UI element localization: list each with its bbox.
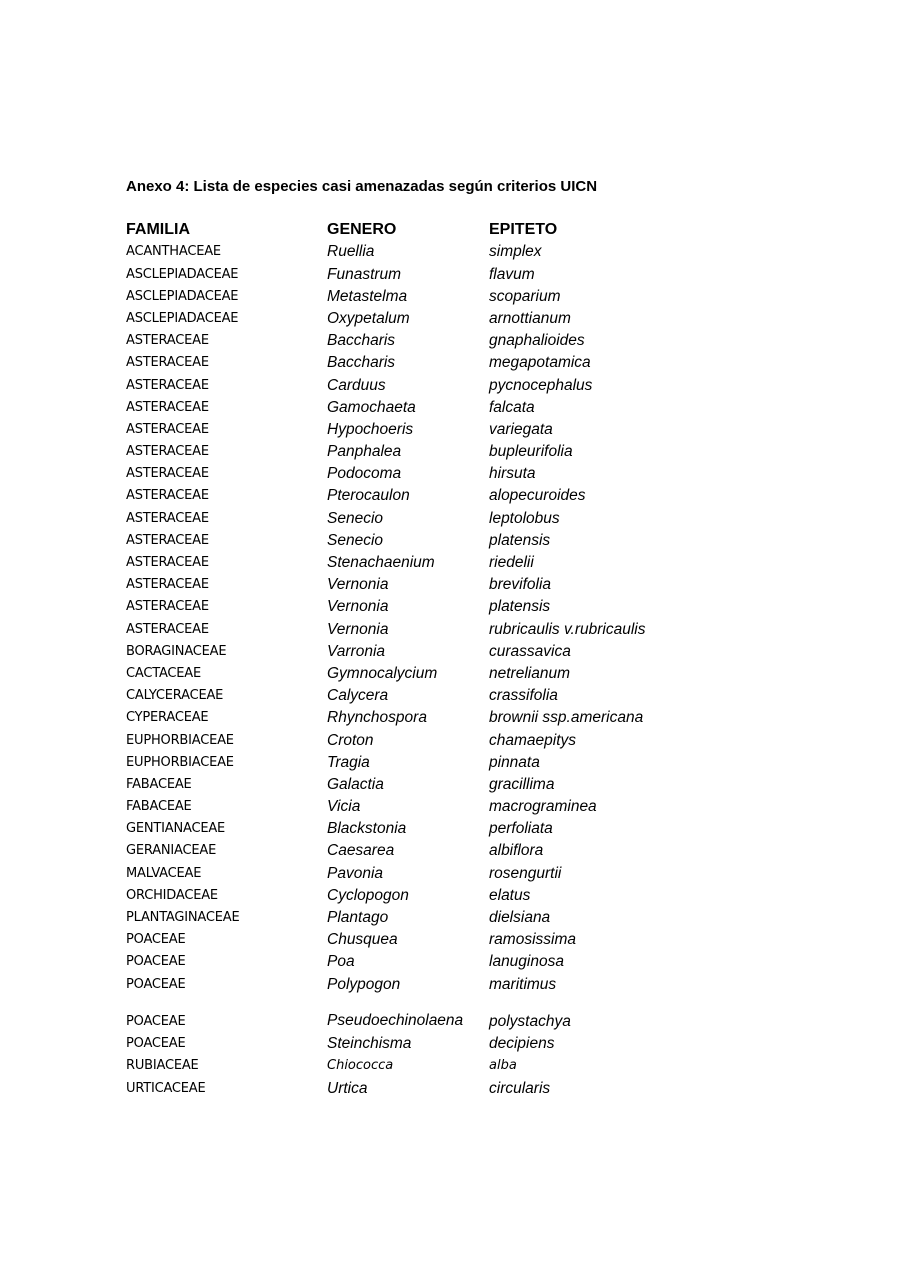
cell-genero: Ruellia [327, 243, 375, 261]
table-row [126, 616, 726, 638]
cell-epiteto: alba [489, 1058, 517, 1074]
table-row [126, 372, 726, 394]
table-row [126, 949, 726, 971]
header-familia: FAMILIA [126, 221, 190, 239]
cell-genero: Senecio [327, 531, 384, 549]
cell-genero: Senecio [327, 509, 384, 527]
cell-genero: Baccharis [327, 354, 396, 372]
cell-epiteto: gracillima [489, 775, 555, 793]
cell-epiteto: lanuginosa [489, 953, 564, 971]
cell-familia: EUPHORBIACEAE [126, 754, 234, 770]
cell-genero: Panphalea [327, 443, 402, 461]
table-row [126, 683, 726, 705]
cell-familia: ACANTHACEAE [126, 244, 221, 260]
cell-familia: ASCLEPIADACEAE [126, 288, 239, 304]
cell-familia: ASTERACEAE [126, 555, 209, 570]
table-row [126, 816, 726, 838]
cell-familia: MALVACEAE [126, 865, 202, 881]
cell-epiteto: bupleurifolia [489, 443, 573, 461]
cell-genero: Hypochoeris [327, 420, 414, 438]
table-row [126, 350, 726, 372]
table-row [126, 328, 726, 350]
cell-familia: ASTERACEAE [126, 377, 209, 393]
cell-familia: FABACEAE [126, 776, 192, 792]
cell-epiteto: megapotamica [489, 354, 591, 372]
cell-epiteto: variegata [489, 420, 553, 438]
cell-genero: Carduus [327, 376, 386, 394]
cell-epiteto: falcata [489, 398, 535, 416]
cell-epiteto: arnottianum [489, 309, 571, 327]
cell-familia: ASTERACEAE [126, 421, 209, 437]
cell-epiteto: pinnata [489, 753, 540, 771]
cell-familia: BORAGINACEAE [126, 643, 227, 659]
cell-epiteto: chamaepitys [489, 731, 577, 749]
cell-epiteto: polystachya [489, 1013, 571, 1031]
table-row [126, 528, 726, 550]
cell-genero: Gamochaeta [327, 398, 416, 416]
cell-epiteto: hirsuta [489, 465, 536, 483]
cell-epiteto: riedelii [489, 554, 534, 571]
cell-familia: POACEAE [126, 932, 186, 948]
table-row [126, 750, 726, 772]
header-genero: GENERO [327, 221, 397, 239]
cell-epiteto: leptolobus [489, 509, 560, 527]
cell-familia: ASTERACEAE [126, 333, 209, 349]
cell-epiteto: rubricaulis v.rubricaulis [489, 620, 646, 638]
cell-familia: CYPERACEAE [126, 710, 209, 726]
cell-genero: Urtica [327, 1079, 368, 1097]
cell-familia: POACEAE [126, 1036, 186, 1052]
cell-genero: Gymnocalycium [327, 664, 438, 682]
table-row [126, 705, 726, 727]
cell-genero: Vicia [327, 798, 361, 816]
table-row [126, 550, 726, 572]
cell-familia: ASCLEPIADACEAE [126, 310, 239, 326]
cell-familia: ASTERACEAE [126, 466, 209, 482]
cell-genero: Chiococca [327, 1058, 394, 1074]
table-row [126, 994, 726, 1032]
cell-epiteto: decipiens [489, 1035, 555, 1053]
table-row [126, 306, 726, 328]
cell-genero: Pavonia [327, 864, 384, 882]
cell-genero: Galactia [327, 775, 384, 793]
cell-epiteto: platensis [489, 531, 551, 549]
table-row [126, 461, 726, 483]
cell-genero: Pseudoechinolaena [327, 1012, 464, 1030]
table-row [126, 483, 726, 505]
cell-genero: Oxypetalum [327, 309, 410, 327]
cell-familia: ASTERACEAE [126, 577, 209, 593]
cell-familia: ASTERACEAE [126, 510, 209, 526]
cell-genero: Steinchisma [327, 1035, 412, 1053]
table-row [126, 261, 726, 283]
cell-epiteto: simplex [489, 243, 542, 261]
cell-genero: Poa [327, 953, 355, 971]
cell-familia: URTICACEAE [126, 1080, 206, 1096]
cell-epiteto: brevifolia [489, 576, 552, 594]
table-row [126, 860, 726, 882]
cell-genero: Vernonia [327, 576, 389, 594]
table-row [126, 505, 726, 527]
cell-epiteto: perfoliata [489, 820, 553, 838]
table-row [126, 794, 726, 816]
cell-epiteto: pycnocephalus [489, 376, 593, 394]
cell-familia: PLANTAGINACEAE [126, 910, 240, 925]
table-row [126, 439, 726, 461]
cell-epiteto: rosengurtii [489, 864, 562, 882]
table-row [126, 417, 726, 439]
cell-epiteto: albiflora [489, 842, 544, 860]
table-row [126, 395, 726, 417]
cell-genero: Metastelma [327, 287, 408, 305]
cell-familia: ASTERACEAE [126, 399, 209, 415]
cell-genero: Funastrum [327, 265, 402, 283]
cell-familia: FABACEAE [126, 799, 192, 815]
cell-genero: Blackstonia [327, 820, 407, 838]
cell-genero: Pterocaulon [327, 487, 410, 505]
cell-genero: Rhynchospora [327, 709, 427, 727]
header-epiteto: EPITETO [489, 221, 558, 239]
cell-genero: Chusquea [327, 931, 398, 949]
table-row [126, 239, 726, 261]
cell-familia: ASCLEPIADACEAE [126, 266, 239, 282]
table-row [126, 838, 726, 860]
table-row [126, 1075, 726, 1097]
table-row [126, 594, 726, 616]
cell-genero: Plantago [327, 909, 389, 926]
cell-familia: EUPHORBIACEAE [126, 732, 234, 748]
cell-genero: Vernonia [327, 620, 389, 638]
cell-familia: GERANIACEAE [126, 843, 217, 859]
table-row [126, 1031, 726, 1053]
table-row [126, 661, 726, 683]
cell-epiteto: curassavica [489, 642, 571, 660]
cell-genero: Polypogon [327, 975, 401, 993]
cell-familia: ASTERACEAE [126, 488, 209, 504]
cell-familia: CALYCERACEAE [126, 688, 224, 704]
cell-epiteto: netrelianum [489, 664, 570, 682]
table-row [126, 927, 726, 949]
cell-familia: ASTERACEAE [126, 444, 209, 460]
cell-familia: CACTACEAE [126, 665, 202, 681]
table-row [126, 727, 726, 749]
table-row [126, 772, 726, 794]
cell-epiteto: maritimus [489, 975, 557, 993]
cell-familia: POACEAE [126, 1014, 186, 1030]
table-body [126, 239, 726, 1097]
cell-epiteto: ramosissima [489, 931, 576, 949]
cell-familia: POACEAE [126, 954, 186, 970]
page-title: Anexo 4: Lista de especies casi amenazadas según criterios UICN [126, 178, 598, 195]
cell-familia: ASTERACEAE [126, 621, 209, 637]
cell-familia: GENTIANACEAE [126, 821, 226, 837]
cell-familia: ASTERACEAE [126, 355, 209, 371]
cell-genero: Stenachaenium [327, 554, 435, 571]
table-row [126, 883, 726, 905]
table-row [126, 639, 726, 661]
cell-familia: ASTERACEAE [126, 599, 209, 615]
cell-epiteto: crassifolia [489, 687, 558, 705]
cell-genero: Cyclopogon [327, 886, 409, 904]
cell-genero: Varronia [327, 642, 386, 660]
cell-familia: RUBIACEAE [126, 1058, 199, 1074]
cell-familia: ORCHIDACEAE [126, 887, 218, 903]
cell-epiteto: scoparium [489, 287, 561, 305]
table-row [126, 572, 726, 594]
cell-genero: Croton [327, 731, 374, 749]
cell-genero: Calycera [327, 687, 389, 705]
cell-epiteto: dielsiana [489, 909, 551, 926]
table-row [126, 971, 726, 993]
cell-epiteto: brownii ssp.americana [489, 709, 644, 727]
cell-epiteto: alopecuroides [489, 487, 586, 505]
cell-genero: Podocoma [327, 465, 402, 483]
table-row [126, 905, 726, 927]
cell-genero: Baccharis [327, 332, 396, 350]
cell-epiteto: macrograminea [489, 798, 597, 816]
cell-epiteto: elatus [489, 886, 531, 904]
table-row [126, 284, 726, 306]
cell-genero: Caesarea [327, 842, 395, 860]
cell-familia: POACEAE [126, 976, 186, 992]
cell-familia: ASTERACEAE [126, 532, 209, 548]
cell-epiteto: platensis [489, 598, 551, 616]
cell-genero: Tragia [327, 753, 370, 771]
cell-epiteto: flavum [489, 265, 535, 283]
table-row [126, 1053, 726, 1075]
cell-epiteto: circularis [489, 1079, 551, 1097]
cell-genero: Vernonia [327, 598, 389, 616]
species-table [126, 217, 726, 1098]
cell-epiteto: gnaphalioides [489, 332, 585, 350]
table-header-row [126, 217, 726, 239]
